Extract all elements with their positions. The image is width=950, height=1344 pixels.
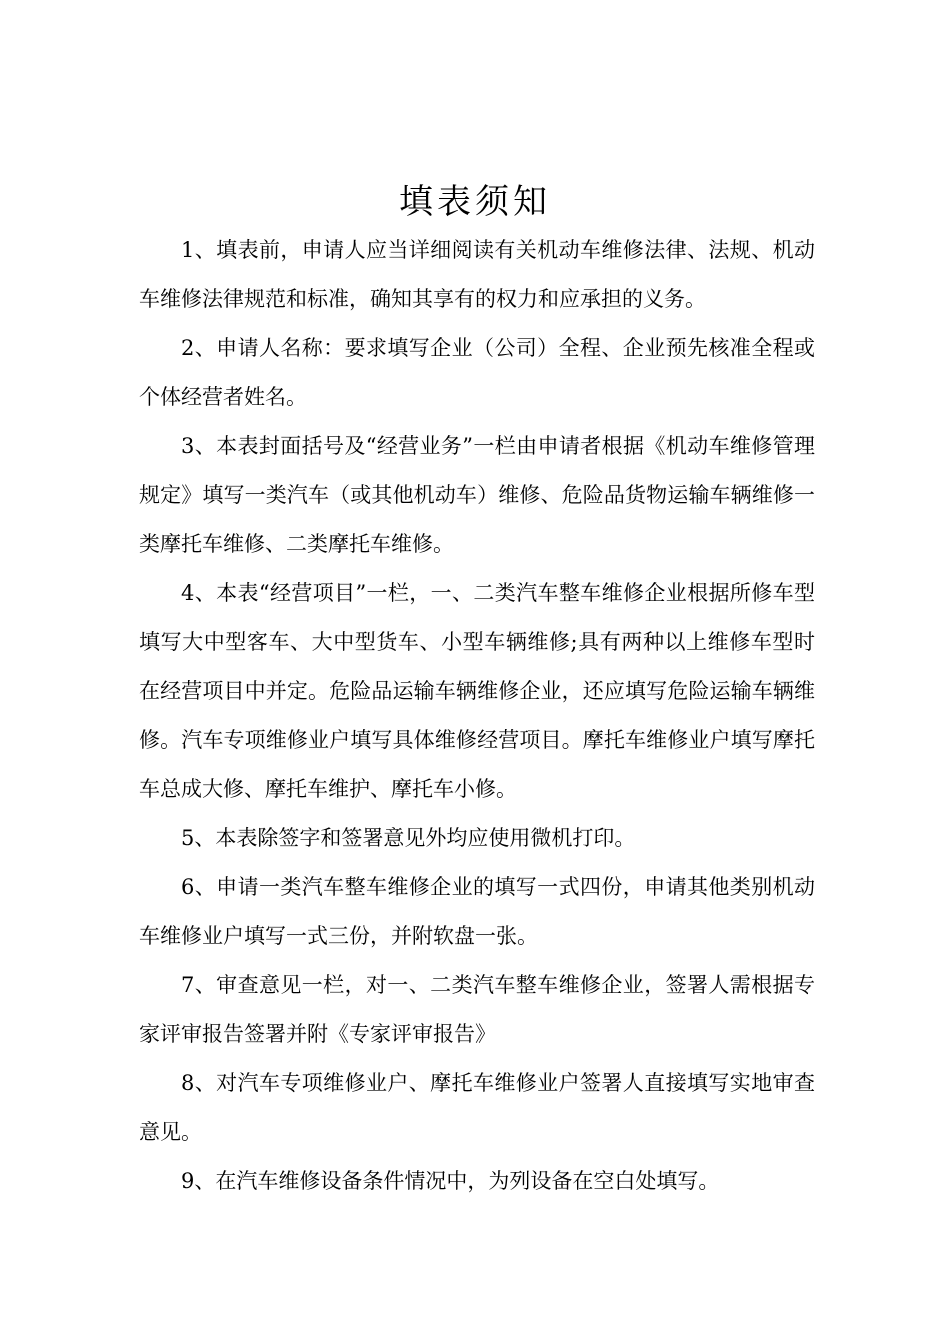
instruction-paragraph-3: 3、本表封面括号及“经营业务”一栏由申请者根据《机动车维修管理规定》填写一类汽车（或其他机动车）维修、危险品货物运输车辆维修一类摩托车维修、二类摩托车维修。 <box>139 434 815 556</box>
instruction-paragraph-1: 1、填表前，申请人应当详细阅读有关机动车维修法律、法规、机动车维修法律规范和标准，确知其享有的权力和应承担的义务。 <box>139 238 815 311</box>
instruction-paragraph-2: 2、申请人名称：要求填写企业（公司）全程、企业预先核准全程或个体经营者姓名。 <box>139 336 815 409</box>
instruction-paragraph-6: 6、申请一类汽车整车维修企业的填写一式四份，申请其他类别机动车维修业户填写一式三份，并附软盘一张。 <box>139 875 815 948</box>
instruction-paragraph-8: 8、对汽车专项维修业户、摩托车维修业户签署人直接填写实地审查意见。 <box>139 1071 815 1144</box>
instruction-paragraph-7: 7、审查意见一栏，对一、二类汽车整车维修企业，签署人需根据专家评审报告签署并附《专家评审报告》 <box>139 973 815 1046</box>
instruction-paragraph-5: 5、本表除签字和签署意见外均应使用微机打印。 <box>181 826 636 850</box>
document-title: 填表须知 <box>399 182 551 222</box>
instruction-paragraph-9: 9、在汽车维修设备条件情况中，为列设备在空白处填写。 <box>181 1169 720 1193</box>
document-body <box>139 226 815 1206</box>
instruction-paragraph-4: 4、本表“经营项目”一栏，一、二类汽车整车维修企业根据所修车型填写大中型客车、大中型货车、小型车辆维修;具有两种以上维修车型时在经营项目中并定。危险品运输车辆维修企业，还应填写危险运输车辆维修。汽车专项维修业户填写具体维修经营项目。摩托车维修业户填写摩托车总成大修、摩托车维护、摩托车小修。 <box>139 581 815 801</box>
